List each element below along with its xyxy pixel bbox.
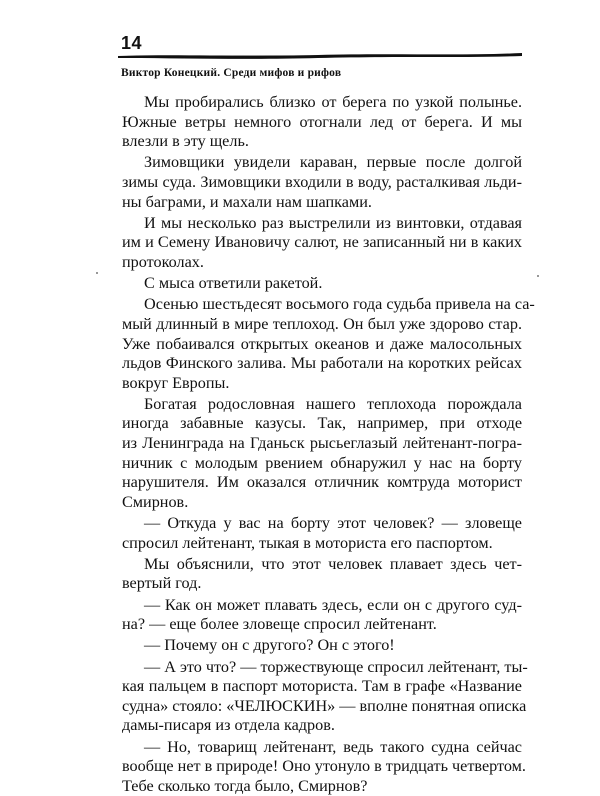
text-line: Смирнов.: [122, 492, 189, 511]
text-line: мый длинный в мире теплоход. Он был уже здорово стар.: [122, 314, 522, 333]
paragraph: [122, 596, 522, 635]
text-line: Уже побаивался открытых океанов и даже малосольных: [122, 334, 522, 353]
text-line: протоколах.: [122, 252, 204, 271]
text-line: Южные ветры немного отогнали лед от берега. И мы: [122, 112, 522, 131]
text-line: дамы-писаря из отдела кадров.: [122, 716, 335, 735]
text-line: спросил лейтенант, тыкая в моториста его паспортом.: [122, 533, 493, 552]
paragraph: [122, 636, 522, 656]
paragraph: [122, 93, 522, 152]
text-line: ны баграми, и махали нам шапками.: [122, 192, 372, 211]
text-line: — А это что? — торжествующе спросил лейтенант, ты-: [144, 657, 528, 676]
text-line: И мы несколько раз выстрелили из винтовки, отдавая: [144, 213, 522, 232]
text-line: им и Семену Ивановичу салют, не записанный ни в каких: [122, 233, 522, 252]
scan-speck: [537, 275, 539, 277]
paragraph: [122, 153, 522, 212]
text-line: зимы суда. Зимовщики входили в воду, расталкивая льди-: [122, 172, 522, 191]
text-line: льдов Финского залива. Мы работали на коротких рейсах: [122, 354, 522, 373]
text-line: Тебе сколько тогда было, Смирнов?: [122, 776, 368, 795]
text-line: вообще нет в природе! Оно утонуло в тридцать четвертом.: [122, 757, 526, 776]
paragraph: [122, 395, 522, 513]
text-line: — Откуда у вас на борту этот человек? — зловеще: [144, 514, 522, 533]
text-line: вокруг Европы.: [122, 373, 230, 392]
paragraph: [122, 274, 522, 294]
text-line: ничник с молодым рвением обнаружил у нас на борту: [122, 453, 522, 472]
body-text: [122, 93, 535, 796]
paragraph: [122, 657, 528, 736]
text-line: вертый год.: [122, 574, 202, 593]
text-line: Зимовщики увидели караван, первые после долгой: [144, 153, 522, 172]
paragraph: [122, 514, 522, 553]
text-line: Богатая родословная нашего теплохода порождала: [144, 394, 522, 413]
running-head: Виктор Конецкий. Среди мифов и рифов: [121, 67, 342, 79]
text-line: Мы объяснили, что этот человек плавает здесь чет-: [144, 554, 522, 573]
scan-speck: [96, 272, 98, 274]
paragraph: [122, 214, 522, 273]
text-line: на? — еще более зловеще спросил лейтенант.: [122, 615, 437, 634]
text-line: Осенью шестьдесят восьмого года судьба привела на са-: [144, 295, 535, 314]
text-line: — Почему он с другого? Он с этого!: [144, 636, 395, 655]
paragraph: [122, 295, 535, 393]
text-line: влезли в эту щель.: [122, 132, 249, 151]
text-line: иногда забавные казусы. Так, например, при отходе: [122, 414, 522, 433]
page-number: 14: [121, 33, 143, 53]
text-line: из Ленинграда на Гданьск рысьеглазый лейтенант-погра-: [122, 434, 522, 453]
paragraph: [122, 555, 522, 594]
text-line: Мы пробирались близко от берега по узкой полынье.: [144, 93, 522, 111]
text-line: С мыса ответили ракетой.: [144, 274, 323, 293]
paragraph: [122, 737, 526, 796]
text-line: нарушителя. Им оказался отличник комтруда моторист: [122, 473, 522, 492]
text-line: кая пальцем в паспорт моториста. Там в графе «Название: [122, 677, 522, 696]
text-line: — Но, товарищ лейтенант, ведь такого судна сейчас: [144, 737, 522, 756]
header-rule: [118, 50, 522, 62]
text-line: — Как он может плавать здесь, если он с другого суд-: [144, 595, 522, 614]
text-line: судна» стояло: «ЧЕЛЮСКИН» — вполне понятная описка: [122, 696, 527, 715]
